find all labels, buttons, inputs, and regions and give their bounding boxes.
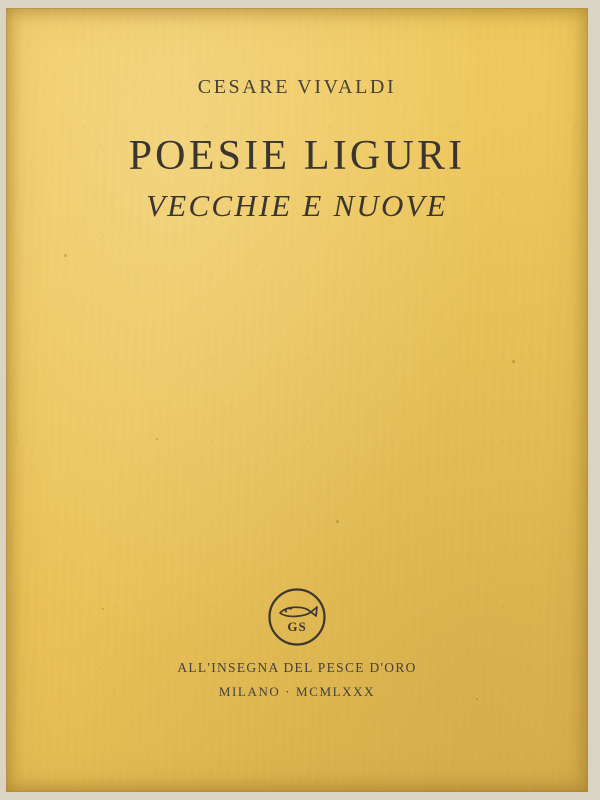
paper-speck	[512, 360, 515, 363]
publisher-imprint: ALL'INSEGNA DEL PESCE D'ORO	[177, 660, 417, 675]
paper-speck	[102, 608, 104, 610]
fish-in-circle-emblem-icon	[266, 586, 328, 648]
book-cover	[6, 8, 588, 792]
publisher-place-date: MILANO · MCMLXXX	[218, 684, 376, 699]
paper-speck	[336, 520, 339, 523]
book-subtitle: VECCHIE E NUOVE	[146, 188, 448, 223]
paper-speck	[156, 438, 158, 440]
book-title: POESIE LIGURI	[128, 133, 466, 179]
book-author: CESARE VIVALDI	[197, 76, 397, 98]
paper-speck	[64, 254, 67, 257]
svg-text:GS: GS	[287, 619, 307, 634]
